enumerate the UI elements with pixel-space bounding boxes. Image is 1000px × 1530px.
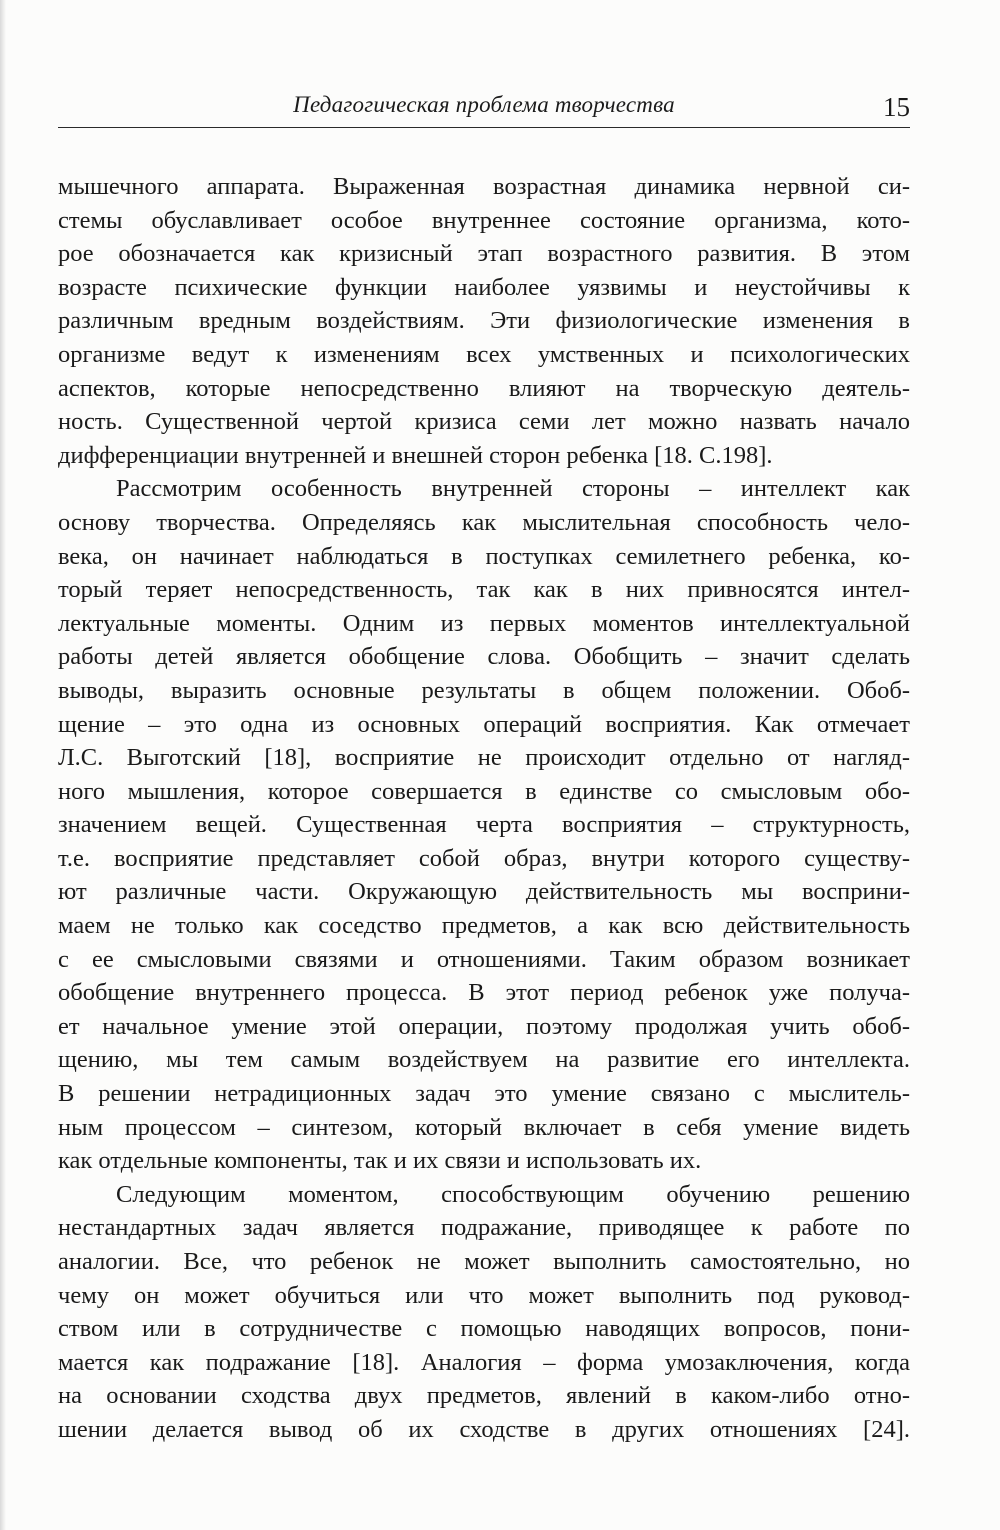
text-line: ет начальное умение этой операции, поэтому продолжая учить обоб-: [58, 1012, 910, 1040]
text-line: ют различные части. Окружающую действительность мы восприни-: [58, 878, 910, 906]
text-line: аспектов, которые непосредственно влияют на творческую деятель-: [58, 374, 910, 402]
text-line: мается как подражание [18]. Аналогия – форма умозаключения, когда: [58, 1348, 910, 1376]
text-line: торый теряет непосредственность, так как в них привносятся интел-: [58, 576, 910, 604]
text-line: щению, мы тем самым воздействуем на развитие его интеллекта.: [58, 1046, 910, 1074]
text-line: мышечного аппарата. Выраженная возрастная динамика нервной си-: [58, 173, 910, 200]
text-line: ность. Существенной чертой кризиса семи лет можно назвать начало: [58, 408, 910, 436]
text-line: на основании сходства двух предметов, явлений в каком-либо отно-: [58, 1382, 910, 1410]
body-text: [58, 170, 910, 1447]
running-head: [58, 92, 910, 128]
paragraph-3: [58, 1178, 910, 1447]
text-line: маем не только как соседство предметов, а как всю действительность: [58, 912, 910, 940]
text-line: обобщение внутреннего процесса. В этот период ребенок уже получа-: [58, 979, 910, 1007]
paragraph-1: [58, 170, 910, 472]
text-line: Рассмотрим особенность внутренней стороны – интеллект как: [116, 475, 910, 503]
text-line: ством или в сотрудничестве с помощью наводящих вопросов, пони-: [58, 1315, 910, 1343]
text-line: выводы, выразить основные результаты в общем положении. Обоб-: [58, 676, 910, 704]
page-number: 15: [883, 92, 910, 122]
text-line: возрасте психические функции наиболее уязвимы и неустойчивы к: [58, 273, 910, 301]
text-line: как отдельные компоненты, так и их связи и использовать их.: [58, 1147, 702, 1175]
text-line: рое обозначается как кризисный этап возрастного развития. В этом: [58, 240, 910, 268]
text-line: работы детей является обобщение слова. Обобщить – значит сделать: [58, 643, 910, 671]
text-line: дифференциации внутренней и внешней сторон ребенка [18. С.198].: [58, 441, 773, 469]
text-line: лектуальные моменты. Одним из первых моментов интеллектуальной: [58, 609, 910, 637]
text-line: В решении нетрадиционных задач это умение связано с мыслитель-: [58, 1080, 910, 1108]
text-line: организме ведут к изменениям всех умственных и психологических: [58, 340, 910, 368]
paragraph-2: [58, 472, 910, 1177]
page-edge-shadow: [0, 0, 6, 1530]
text-line: чему он может обучиться или что может выполнить под руковод-: [58, 1281, 910, 1309]
text-line: нестандартных задач является подражание, приводящее к работе по: [58, 1214, 910, 1242]
text-line: с ее смысловыми связями и отношениями. Таким образом возникает: [58, 945, 910, 973]
text-line: Следующим моментом, способствующим обучению решению: [116, 1180, 910, 1208]
text-line: значением вещей. Существенная черта восприятия – структурность,: [58, 811, 910, 839]
text-line: шении делается вывод об их сходстве в других отношениях [24].: [58, 1415, 910, 1443]
text-line: аналогии. Все, что ребенок не может выполнить самостоятельно, но: [58, 1248, 910, 1275]
text-line: стемы обуславливает особое внутреннее состояние организма, кото-: [58, 206, 910, 234]
text-line: ным процессом – синтезом, который включает в себя умение видеть: [58, 1113, 910, 1141]
running-head-title: Педагогическая проблема творчества: [293, 92, 675, 117]
text-line: основу творчества. Определяясь как мыслительная способность чело-: [58, 508, 910, 536]
text-line: века, он начинает наблюдаться в поступках семилетнего ребенка, ко-: [58, 542, 910, 570]
text-line: т.е. восприятие представляет собой образ, внутри которого существу-: [58, 844, 910, 872]
text-line: ного мышления, которое совершается в единстве со смысловым обо-: [58, 777, 910, 805]
text-line: Л.С. Выготский [18], восприятие не происходит отдельно от нагляд-: [58, 744, 910, 772]
text-line: различным вредным воздействиям. Эти физиологические изменения в: [58, 307, 910, 335]
text-line: щение – это одна из основных операций восприятия. Как отмечает: [58, 710, 910, 738]
running-head-rule: [58, 127, 910, 128]
